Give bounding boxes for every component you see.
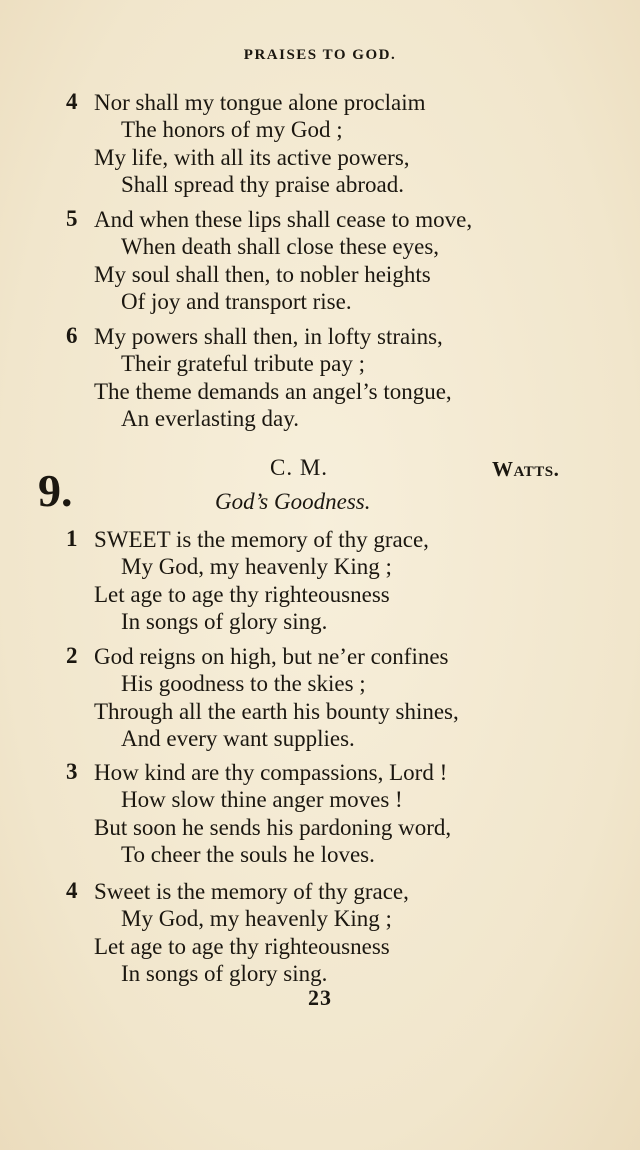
verse-number: 2	[66, 643, 78, 668]
hymn-number: 9.	[38, 465, 73, 516]
verse-line: SWEET is the memory of thy grace,	[94, 527, 429, 552]
hymn-title: God’s Goodness.	[215, 489, 371, 514]
verse-line: To cheer the souls he loves.	[121, 841, 375, 867]
hymn-verse-3	[66, 759, 586, 868]
verse-number: 5	[66, 206, 78, 231]
verse-number: 4	[66, 89, 78, 114]
verse-number: 1	[66, 526, 78, 551]
hymn-meter: C. M.	[270, 455, 329, 480]
running-head: PRAISES TO GOD.	[243, 47, 397, 63]
verse-line: God reigns on high, but ne’er confines	[94, 644, 449, 669]
verse-line: And every want supplies.	[121, 725, 355, 751]
verse-line: And when these lips shall cease to move,	[94, 207, 473, 232]
verse-line: Shall spread thy praise abroad.	[121, 171, 404, 197]
continued-verse-6	[66, 323, 586, 432]
hymn-verse-4	[66, 878, 586, 987]
verse-line: Nor shall my tongue alone proclaim	[94, 90, 426, 115]
verse-line: An everlasting day.	[121, 405, 299, 431]
page-number: 23	[308, 985, 332, 1010]
verse-line: Their grateful tribute pay ;	[121, 351, 365, 377]
verse-line: My God, my heavenly King ;	[121, 906, 392, 932]
verse-line: How kind are thy compassions, Lord !	[94, 760, 448, 785]
verse-line: The honors of my God ;	[121, 117, 343, 143]
verse-line: Sweet is the memory of thy grace,	[94, 879, 409, 904]
verse-line: How slow thine anger moves !	[121, 787, 403, 813]
verse-line: In songs of glory sing.	[121, 608, 328, 634]
hymn-verse-2	[66, 643, 586, 752]
verse-line: The theme demands an angel’s tongue,	[94, 378, 452, 404]
hymn-author: Watts.	[492, 457, 560, 481]
verse-line: My soul shall then, to nobler heights	[94, 261, 431, 287]
verse-number: 6	[66, 323, 78, 348]
verse-line: Of joy and transport rise.	[121, 288, 352, 314]
verse-number: 4	[66, 878, 78, 903]
verse-line: His goodness to the skies ;	[121, 671, 366, 697]
verse-line: But soon he sends his pardoning word,	[94, 814, 452, 840]
hymn-verse-1	[66, 526, 586, 635]
verse-line: Let age to age thy righteousness	[94, 581, 390, 607]
verse-line: Let age to age thy righteousness	[94, 933, 390, 959]
continued-verse-4	[66, 89, 586, 198]
verse-line: When death shall close these eyes,	[121, 234, 440, 260]
continued-verse-5	[66, 206, 586, 315]
verse-number: 3	[66, 759, 78, 784]
verse-line: In songs of glory sing.	[121, 960, 328, 986]
verse-line: Through all the earth his bounty shines,	[94, 698, 459, 724]
verse-line: My powers shall then, in lofty strains,	[94, 324, 443, 349]
verse-line: My God, my heavenly King ;	[121, 554, 392, 580]
verse-line: My life, with all its active powers,	[94, 144, 410, 170]
